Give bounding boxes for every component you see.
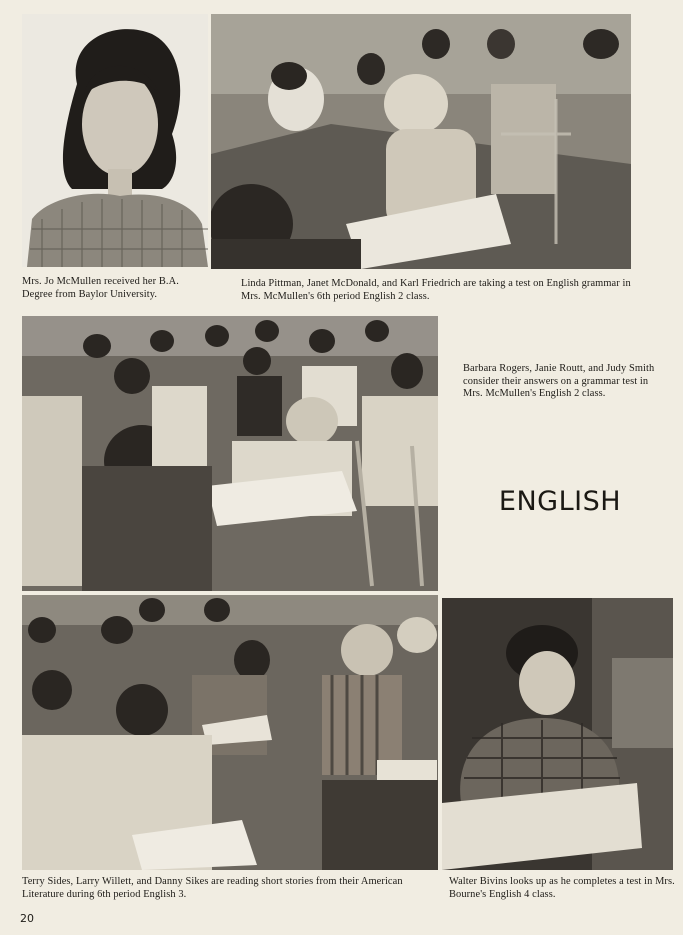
reading-caption: Terry Sides, Larry Willett, and Danny Sikes are reading short stories from their American Literature during 6th period English 3. <box>22 876 403 900</box>
grammar-test-photo <box>22 316 438 591</box>
grammar-test-caption: Barbara Rogers, Janie Routt, and Judy Smith consider their answers on a grammar test in Mrs. McMullen's English 2 class. <box>463 363 655 399</box>
grammar-test-image <box>22 316 438 591</box>
class-test-image <box>211 14 631 269</box>
reading-image <box>22 595 438 870</box>
bivins-photo <box>442 598 673 870</box>
portrait-caption: Mrs. Jo McMullen received her B.A. Degree from Baylor University. <box>22 276 179 300</box>
reading-photo <box>22 595 438 870</box>
section-title: ENGLISH <box>498 486 622 517</box>
class-test-photo <box>211 14 631 269</box>
page-number: 20 <box>20 912 34 925</box>
class-test-caption: Linda Pittman, Janet McDonald, and Karl Friedrich are taking a test on English grammar in Mrs. McMullen's 6th period English 2 class. <box>241 278 631 302</box>
portrait-image <box>22 14 208 267</box>
bivins-caption: Walter Bivins looks up as he completes a test in Mrs. Bourne's English 4 class. <box>449 876 675 900</box>
portrait-photo <box>22 14 208 267</box>
bivins-image <box>442 598 673 870</box>
